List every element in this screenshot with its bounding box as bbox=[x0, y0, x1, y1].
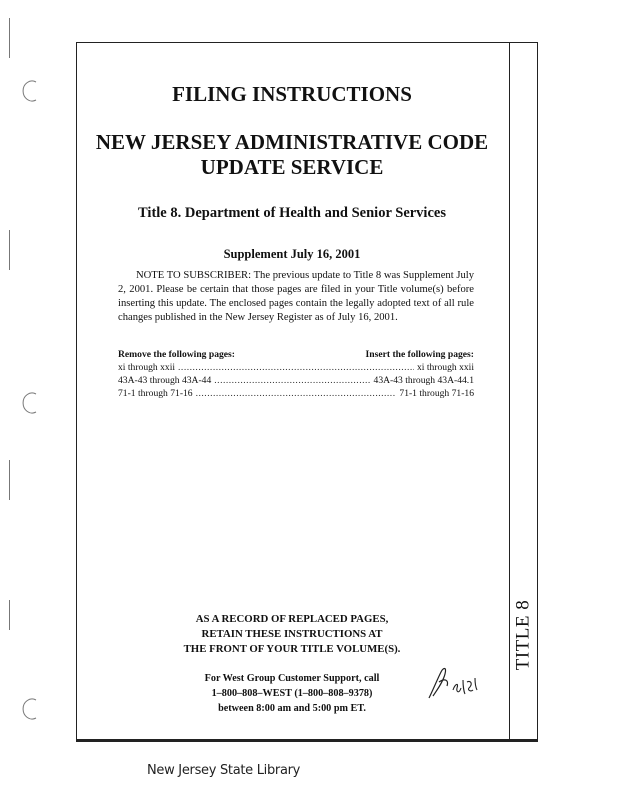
support-line-3: between 8:00 am and 5:00 pm ET. bbox=[218, 703, 366, 714]
record-line-3: THE FRONT OF YOUR TITLE VOLUME(S). bbox=[183, 643, 401, 655]
record-line-1: AS A RECORD OF REPLACED PAGES, bbox=[195, 613, 389, 625]
support-line-2: 1–800–808–WEST (1–800–808–9378) bbox=[211, 688, 373, 699]
frame-bottom-rule bbox=[76, 739, 538, 742]
remove-range: xi through xxii bbox=[118, 362, 176, 373]
insert-range: 71-1 through 71-16 bbox=[399, 388, 474, 399]
dot-leader bbox=[214, 374, 370, 387]
punch-hole-middle bbox=[22, 392, 42, 414]
table-row bbox=[118, 374, 474, 387]
edge-mark bbox=[9, 460, 10, 500]
punch-hole-top bbox=[22, 80, 42, 102]
library-stamp: New Jersey State Library bbox=[147, 763, 301, 778]
edge-mark bbox=[9, 18, 10, 58]
subscriber-note: NOTE TO SUBSCRIBER: The previous update to Title 8 was Supplement July 2, 2001. Please be certain that those pages are filed in your Title volume(s) before inserting this update. The enclosed pages contain the legally adopted text of all rule changes published in the New Jersey Register as of July 16, 2001. bbox=[118, 270, 474, 323]
title-tab bbox=[509, 575, 538, 695]
code-heading-line-2: UPDATE SERVICE bbox=[200, 155, 384, 179]
record-line-2: RETAIN THESE INSTRUCTIONS AT bbox=[201, 628, 383, 640]
edge-mark bbox=[9, 600, 10, 630]
remove-pages-header: Remove the following pages: bbox=[118, 349, 235, 360]
insert-range: xi through xxii bbox=[416, 362, 474, 373]
remove-range: 71-1 through 71-16 bbox=[118, 388, 193, 399]
support-line-1: For West Group Customer Support, call bbox=[204, 673, 380, 684]
pages-table bbox=[118, 348, 474, 400]
edge-mark bbox=[9, 230, 10, 270]
title-tab-label: TITLE 8 bbox=[512, 599, 534, 671]
remove-range: 43A-43 through 43A-44 bbox=[118, 375, 212, 386]
insert-range: 43A-43 through 43A-44.1 bbox=[373, 375, 474, 386]
insert-pages-header: Insert the following pages: bbox=[365, 349, 474, 360]
code-heading-line-1: NEW JERSEY ADMINISTRATIVE CODE bbox=[95, 130, 489, 154]
dot-leader bbox=[178, 361, 414, 374]
code-update-heading bbox=[90, 130, 494, 180]
handwritten-initials bbox=[423, 660, 493, 705]
punch-hole-bottom bbox=[22, 698, 42, 720]
record-notice bbox=[100, 612, 484, 657]
title-department-heading: Title 8. Department of Health and Senior Services bbox=[138, 205, 446, 221]
filing-instructions-heading: FILING INSTRUCTIONS bbox=[172, 82, 412, 106]
table-row bbox=[118, 387, 474, 400]
table-row bbox=[118, 361, 474, 374]
pages-table-header bbox=[118, 348, 474, 361]
dot-leader bbox=[196, 387, 397, 400]
supplement-date: Supplement July 16, 2001 bbox=[223, 247, 361, 261]
